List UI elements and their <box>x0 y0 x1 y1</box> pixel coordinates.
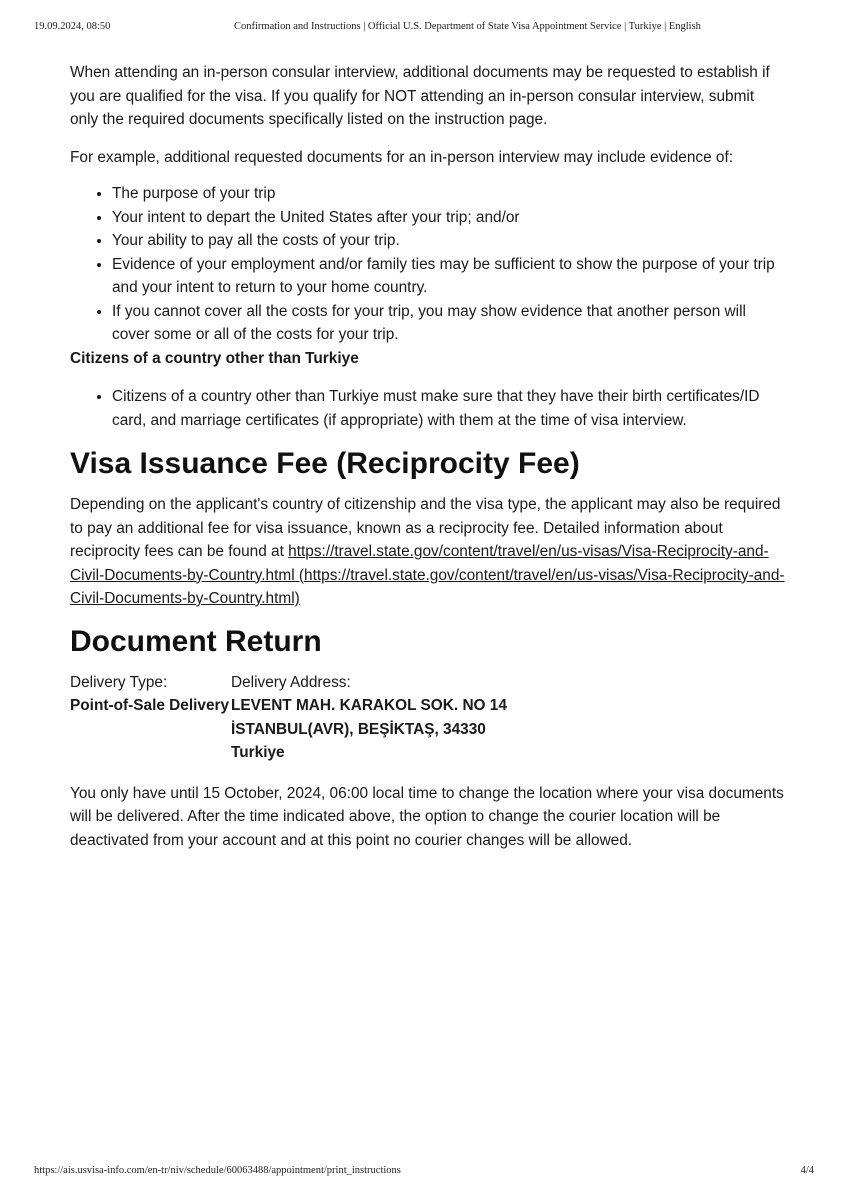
page-number: 4/4 <box>800 1165 814 1176</box>
list-item: • Evidence of your employment and/or family ties may be sufficient to show the purpose of your trip and your intent to return to your home country. <box>112 253 785 300</box>
document-return-heading: Document Return <box>70 624 322 658</box>
other-citizens-list <box>70 385 785 432</box>
fee-section-text: Depending on the applicant's country of citizenship and the visa type, the applicant may also be required to pay an additional fee for visa issuance, known as a reciprocity fee. Detailed information about reciprocity fees can be found at <box>70 496 781 560</box>
delivery-type-column <box>70 671 231 765</box>
print-footer <box>0 1165 848 1181</box>
print-datetime: 19.09.2024, 08:50 <box>34 21 111 32</box>
print-url: https://ais.usvisa-info.com/en-tr/niv/schedule/60063488/appointment/print_instructions <box>34 1165 401 1176</box>
main-content <box>70 61 785 852</box>
delivery-type-value: Point-of-Sale Delivery <box>70 697 230 714</box>
list-item: • If you cannot cover all the costs for your trip, you may show evidence that another person will cover some or all of the costs for your trip. <box>112 300 785 347</box>
address-line: LEVENT MAH. KARAKOL SOK. NO 14 <box>231 697 507 714</box>
delivery-type-label: Delivery Type: <box>70 673 168 691</box>
address-line: İSTANBUL(AVR), BEŞİKTAŞ, 34330 <box>231 720 486 738</box>
list-item: • Citizens of a country other than Turkiye must make sure that they have their birth certificates/ID card, and marriage certificates (if appropriate) with them at the time of visa interview. <box>112 385 785 432</box>
print-header <box>0 21 848 37</box>
delivery-details <box>70 671 785 765</box>
list-item: • Your intent to depart the United States after your trip; and/or <box>112 206 785 230</box>
deadline-paragraph: You only have until 15 October, 2024, 06:00 local time to change the location where your visa documents will be delivered. After the time indicated above, the option to change the courier location will be deactivated from your account and at this point no courier changes will be allowed. <box>70 784 784 849</box>
example-paragraph: For example, additional requested documents for an in-person interview may include evidence of: <box>70 148 734 166</box>
address-line: Turkiye <box>231 744 285 761</box>
delivery-address-column <box>231 671 507 765</box>
reciprocity-link[interactable]: https://travel.state.gov/content/travel/en/us-visas/Visa-Reciprocity-and-Civil-Documents-by-Country.html (https://travel.state.gov/content/travel/en/us-visas/Visa-Reciprocity-and-Civil-Documents-by-Country.html) <box>70 543 785 607</box>
print-page-title: Confirmation and Instructions | Official U.S. Department of State Visa Appointment Service | Turkiye | English <box>234 21 701 32</box>
fee-section-heading: Visa Issuance Fee (Reciprocity Fee) <box>70 447 580 480</box>
delivery-address-label: Delivery Address: <box>231 673 351 691</box>
fee-section-paragraph <box>70 493 785 611</box>
other-citizens-heading: Citizens of a country other than Turkiye <box>70 349 359 367</box>
list-item: • The purpose of your trip <box>112 182 785 206</box>
intro-paragraph: When attending an in-person consular interview, additional documents may be requested to establish if you are qualified for the visa. If you qualify for NOT attending an in-person consular interview, submit only the required documents specifically listed on the instruction page. <box>70 64 770 128</box>
evidence-list <box>70 182 785 347</box>
list-item: • Your ability to pay all the costs of your trip. <box>112 229 785 253</box>
